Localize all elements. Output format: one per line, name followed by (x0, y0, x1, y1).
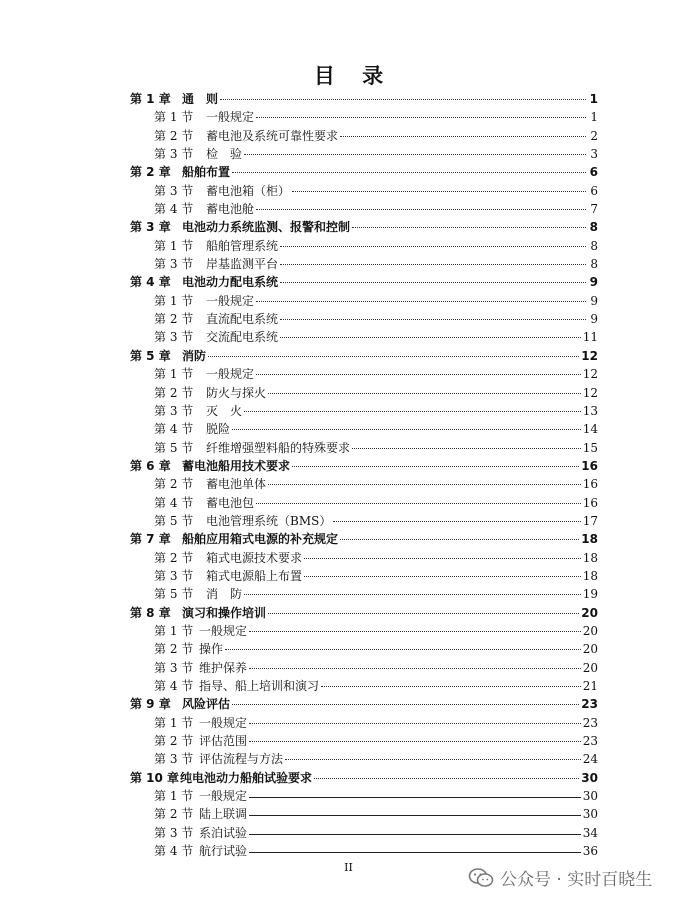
toc-dot-leader (232, 704, 579, 705)
toc-entry-page: 23 (582, 734, 598, 749)
toc-entry-title: 维护保养 (199, 660, 248, 675)
toc-dot-leader (304, 558, 581, 559)
toc-entry-number: 第 3 节 (154, 147, 194, 162)
toc-entry-number: 第 2 节 (154, 312, 194, 327)
toc-entry-title: 交流配电系统 (206, 330, 279, 345)
toc-entry-page: 2 (590, 128, 598, 143)
toc-dot-leader (244, 154, 586, 155)
watermark (468, 865, 652, 890)
toc-entry-title: 蓄电池单体 (206, 477, 267, 492)
toc-section-entry[interactable] (130, 622, 598, 640)
wechat-icon (468, 867, 494, 889)
toc-dot-leader (280, 282, 586, 283)
toc-section-entry[interactable] (130, 805, 598, 823)
toc-entry-title: 电池动力系统监测、报警和控制 (182, 220, 351, 235)
toc-entry-page: 11 (582, 330, 598, 345)
toc-entry-page: 15 (582, 440, 598, 455)
toc-section-entry[interactable] (130, 365, 598, 383)
toc-section-entry[interactable] (130, 640, 598, 658)
toc-dot-leader (292, 191, 586, 192)
toc-chapter-entry[interactable] (130, 457, 598, 475)
toc-entry-number: 第 2 节 (154, 642, 194, 657)
toc-section-entry[interactable] (130, 108, 598, 126)
toc-entry-page: 30 (582, 789, 598, 804)
toc-entry-page: 34 (582, 825, 598, 840)
toc-entry-title: 消防 (182, 348, 207, 363)
toc-entry-title: 演习和操作培训 (182, 605, 267, 620)
toc-entry-page: 21 (582, 679, 598, 693)
toc-section-entry[interactable] (130, 145, 598, 163)
toc-entry-number: 第 6 章 (130, 458, 171, 473)
toc-entry-page: 17 (582, 513, 598, 528)
toc-entry-title: 评估流程与方法 (199, 752, 284, 767)
toc-entry-page: 36 (582, 844, 598, 859)
toc-dot-leader (256, 374, 581, 375)
toc-entry-title: 指导、船上培训和演习 (199, 679, 320, 693)
toc-entry-title: 箱式电源船上布置 (206, 568, 303, 583)
toc-entry-page: 20 (581, 605, 598, 620)
toc-dot-leader (333, 521, 580, 522)
toc-entry-number: 第 1 节 (154, 789, 194, 804)
toc-section-entry[interactable] (130, 384, 598, 402)
toc-dot-leader (256, 117, 586, 118)
toc-section-entry[interactable] (130, 439, 598, 457)
toc-entry-title: 船舶布置 (182, 165, 231, 180)
toc-entry-page: 20 (582, 642, 598, 657)
toc-entry-number: 第 2 节 (154, 807, 194, 822)
toc-entry-title: 通 则 (182, 92, 219, 106)
toc-section-entry[interactable] (130, 255, 598, 273)
toc-section-entry[interactable] (130, 714, 598, 732)
toc-entry-page: 7 (590, 202, 598, 217)
toc-dot-leader (304, 576, 581, 577)
toc-entry-number: 第 4 节 (154, 679, 194, 693)
toc-entry-page: 16 (582, 495, 598, 510)
toc-chapter-entry[interactable] (130, 163, 598, 181)
toc-entry-title: 风险评估 (182, 697, 231, 712)
toc-section-entry[interactable] (130, 310, 598, 328)
toc-entry-number: 第 3 章 (130, 220, 171, 235)
toc-chapter-entry[interactable] (130, 530, 598, 548)
toc-chapter-entry[interactable] (130, 347, 598, 365)
toc-entry-page: 18 (582, 568, 598, 583)
toc-entry-number: 第 10 章 (130, 770, 180, 785)
toc-dot-leader (249, 668, 581, 669)
toc-entry-number: 第 3 节 (154, 660, 194, 675)
toc-section-entry[interactable] (130, 237, 598, 255)
toc-dot-leader (268, 484, 581, 485)
toc-section-entry[interactable] (130, 420, 598, 438)
toc-entry-number: 第 1 节 (154, 367, 194, 382)
toc-entry-title: 操作 (199, 642, 224, 657)
toc-entry-page: 20 (582, 623, 598, 638)
toc-entry-title: 一般规定 (206, 367, 255, 382)
toc-entry-number: 第 1 节 (154, 623, 194, 638)
table-of-contents (130, 90, 598, 860)
toc-entry-page: 14 (582, 422, 598, 437)
toc-entry-title: 蓄电池包 (206, 495, 255, 510)
toc-dot-leader (249, 741, 581, 742)
toc-entry-title: 检 验 (206, 147, 243, 162)
toc-entry-title: 蓄电池及系统可靠性要求 (206, 128, 339, 143)
toc-section-entry[interactable] (130, 494, 598, 512)
toc-entry-number: 第 3 节 (154, 568, 194, 583)
toc-entry-number: 第 1 节 (154, 293, 194, 308)
toc-entry-title: 直流配电系统 (206, 312, 279, 327)
toc-entry-number: 第 9 章 (130, 697, 171, 712)
toc-entry-number: 第 2 章 (130, 165, 171, 180)
toc-entry-title: 蓄电池舱 (206, 202, 255, 217)
watermark-text: 公众号 · 实时百晓生 (500, 870, 653, 890)
toc-entry-page: 9 (589, 275, 598, 290)
toc-entry-page: 18 (581, 532, 598, 547)
toc-section-entry[interactable] (130, 328, 598, 346)
toc-dot-leader (321, 686, 581, 687)
toc-dot-leader (232, 172, 586, 173)
toc-section-entry[interactable] (130, 549, 598, 567)
toc-entry-title: 脱险 (206, 422, 231, 437)
toc-entry-title: 一般规定 (199, 715, 248, 730)
toc-dot-leader (314, 778, 579, 779)
toc-entry-page: 6 (589, 165, 598, 180)
toc-entry-number: 第 5 节 (154, 440, 194, 455)
toc-entry-number: 第 5 节 (154, 513, 194, 528)
toc-chapter-entry[interactable] (130, 90, 598, 108)
toc-entry-number: 第 3 节 (154, 257, 194, 272)
toc-section-entry[interactable] (130, 659, 598, 677)
toc-entry-title: 一般规定 (206, 110, 255, 125)
toc-section-entry[interactable] (130, 292, 598, 310)
toc-entry-number: 第 4 节 (154, 202, 194, 217)
toc-entry-number: 第 4 节 (154, 422, 194, 437)
toc-entry-title: 岸基监测平台 (206, 257, 279, 272)
toc-entry-page: 30 (582, 807, 598, 822)
toc-entry-number: 第 1 节 (154, 238, 194, 253)
toc-dot-leader (249, 723, 581, 724)
toc-entry-title: 一般规定 (206, 293, 255, 308)
toc-section-entry[interactable] (130, 127, 598, 145)
toc-chapter-entry[interactable] (130, 218, 598, 236)
toc-dot-leader (232, 429, 581, 430)
toc-entry-number: 第 2 节 (154, 550, 194, 565)
toc-entry-number: 第 1 节 (154, 110, 194, 125)
toc-entry-title: 电池动力配电系统 (182, 275, 279, 290)
toc-dot-leader (352, 448, 581, 449)
toc-chapter-entry[interactable] (130, 769, 598, 787)
toc-entry-number: 第 4 章 (130, 275, 171, 290)
toc-entry-number: 第 5 章 (130, 348, 171, 363)
toc-dot-leader (256, 209, 586, 210)
toc-entry-page: 20 (582, 660, 598, 675)
toc-dot-leader (249, 852, 581, 853)
toc-dot-leader (256, 503, 581, 504)
toc-entry-page: 16 (581, 458, 598, 473)
toc-dot-leader (280, 337, 581, 338)
toc-dot-leader (280, 246, 586, 247)
toc-entry-number: 第 2 节 (154, 477, 194, 492)
toc-dot-leader (268, 393, 581, 394)
toc-section-entry[interactable] (130, 750, 598, 768)
toc-section-entry[interactable] (130, 732, 598, 750)
toc-entry-page: 3 (590, 147, 598, 162)
toc-entry-page: 12 (581, 348, 598, 363)
footer-page-number: II (344, 861, 353, 874)
toc-dot-leader (208, 356, 579, 357)
toc-chapter-entry[interactable] (130, 604, 598, 622)
toc-section-entry[interactable] (130, 677, 598, 695)
toc-entry-page: 18 (582, 550, 598, 565)
toc-entry-title: 防火与探火 (206, 385, 267, 400)
toc-entry-page: 8 (589, 220, 598, 235)
toc-entry-page: 16 (582, 477, 598, 492)
toc-entry-number: 第 2 节 (154, 734, 194, 749)
toc-entry-title: 一般规定 (199, 789, 248, 804)
toc-dot-leader (249, 815, 581, 816)
page-title: 目 录 (313, 64, 394, 88)
toc-entry-page: 12 (582, 385, 598, 400)
toc-section-entry[interactable] (130, 475, 598, 493)
toc-entry-page: 23 (581, 697, 598, 712)
toc-dot-leader (340, 539, 579, 540)
toc-dot-leader (280, 319, 586, 320)
toc-entry-page: 24 (582, 752, 598, 767)
toc-entry-title: 消 防 (206, 587, 243, 602)
toc-entry-title: 电池管理系统（BMS） (206, 513, 332, 528)
toc-entry-title: 船舶管理系统 (206, 238, 279, 253)
toc-entry-title: 陆上联调 (199, 807, 248, 822)
toc-entry-number: 第 3 节 (154, 183, 194, 198)
toc-entry-number: 第 2 节 (154, 128, 194, 143)
toc-entry-page: 9 (590, 312, 598, 327)
toc-entry-title: 一般规定 (199, 623, 248, 638)
toc-entry-number: 第 3 节 (154, 752, 194, 767)
toc-entry-title: 蓄电池船用技术要求 (182, 458, 291, 473)
toc-entry-number: 第 3 节 (154, 825, 194, 840)
toc-entry-page: 19 (582, 587, 598, 602)
toc-section-entry[interactable] (130, 182, 598, 200)
toc-section-entry[interactable] (130, 824, 598, 842)
toc-entry-number: 第 3 节 (154, 330, 194, 345)
toc-entry-number: 第 8 章 (130, 605, 171, 620)
toc-section-entry[interactable] (130, 585, 598, 603)
toc-dot-leader (225, 649, 581, 650)
toc-entry-title: 蓄电池箱（柜） (206, 183, 291, 198)
toc-entry-page: 8 (590, 238, 598, 253)
toc-entry-page: 12 (582, 367, 598, 382)
toc-entry-title: 评估范围 (199, 734, 248, 749)
toc-dot-leader (268, 613, 579, 614)
toc-entry-page: 23 (582, 715, 598, 730)
toc-entry-number: 第 1 章 (130, 92, 171, 106)
toc-entry-number: 第 3 节 (154, 403, 194, 418)
toc-entry-title: 箱式电源技术要求 (206, 550, 303, 565)
toc-dot-leader (249, 834, 581, 835)
toc-section-entry[interactable] (130, 512, 598, 530)
toc-dot-leader (285, 759, 581, 760)
toc-entry-title: 系泊试验 (199, 825, 248, 840)
toc-dot-leader (249, 797, 581, 798)
toc-entry-title: 航行试验 (199, 844, 248, 859)
toc-dot-leader (220, 99, 586, 100)
toc-entry-page: 13 (582, 403, 598, 418)
toc-chapter-entry[interactable] (130, 273, 598, 291)
toc-section-entry[interactable] (130, 200, 598, 218)
toc-entry-number: 第 7 章 (130, 532, 171, 547)
toc-entry-title: 纤维增强塑料船的特殊要求 (206, 440, 351, 455)
toc-entry-page: 30 (581, 770, 598, 785)
toc-dot-leader (292, 466, 579, 467)
toc-entry-number: 第 2 节 (154, 385, 194, 400)
toc-section-entry[interactable] (130, 567, 598, 585)
toc-dot-leader (244, 594, 581, 595)
toc-dot-leader (249, 631, 581, 632)
toc-entry-page: 1 (590, 110, 598, 125)
toc-chapter-entry[interactable] (130, 695, 598, 713)
toc-entry-number: 第 4 节 (154, 844, 194, 859)
toc-entry-title: 纯电池动力船舶试验要求 (180, 770, 313, 785)
toc-entry-title: 灭 火 (206, 403, 243, 418)
toc-dot-leader (244, 411, 581, 412)
toc-entry-page: 9 (590, 293, 598, 308)
toc-section-entry[interactable] (130, 402, 598, 420)
toc-entry-number: 第 5 节 (154, 587, 194, 602)
toc-entry-number: 第 4 节 (154, 495, 194, 510)
toc-entry-number: 第 1 节 (154, 715, 194, 730)
toc-entry-page: 1 (589, 92, 598, 106)
toc-dot-leader (256, 301, 586, 302)
toc-section-entry[interactable] (130, 842, 598, 860)
toc-entry-title: 船舶应用箱式电源的补充规定 (182, 532, 339, 547)
toc-dot-leader (340, 136, 586, 137)
toc-section-entry[interactable] (130, 787, 598, 805)
toc-dot-leader (280, 264, 586, 265)
toc-dot-leader (352, 227, 586, 228)
toc-entry-page: 6 (590, 183, 598, 198)
toc-entry-page: 8 (590, 257, 598, 272)
